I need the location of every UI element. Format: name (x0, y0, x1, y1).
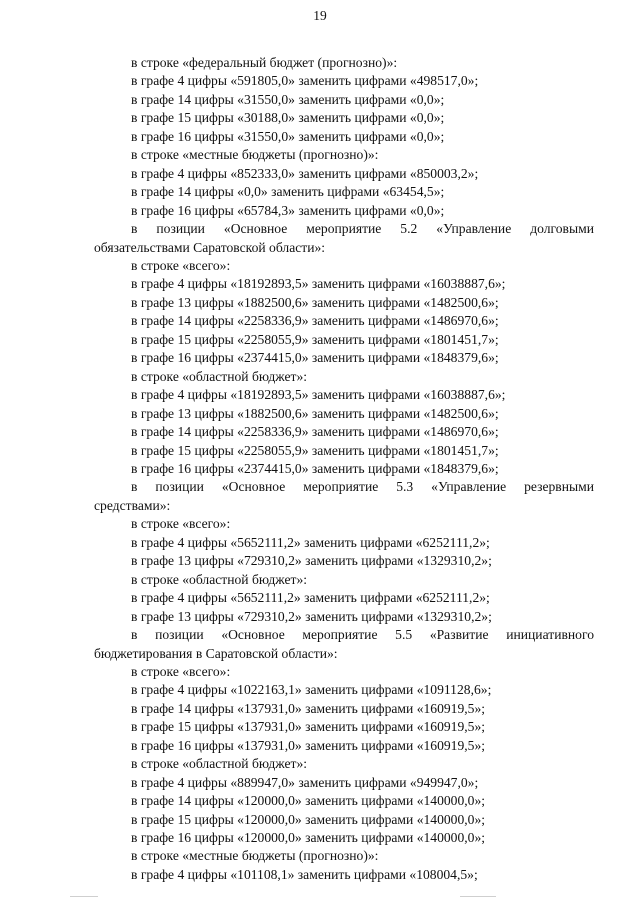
page-number: 19 (313, 8, 327, 23)
paragraph-heading-line: в позиции «Основное мероприятие 5.5 «Развитие инициативного (131, 627, 594, 643)
scan-artifact-left (70, 896, 98, 897)
text-line: в графе 13 цифры «1882500,6» заменить цифрами «1482500,6»; (131, 294, 499, 310)
text-line: в графе 4 цифры «5652111,2» заменить цифрами «6252111,2»; (131, 534, 490, 550)
text-line: в графе 14 цифры «2258336,9» заменить цифрами «1486970,6»; (131, 313, 499, 329)
text-line: средствами»: (94, 497, 171, 513)
paragraph-heading-line: в позиции «Основное мероприятие 5.3 «Управление резервными (131, 479, 594, 495)
text-line: в графе 16 цифры «2374415,0» заменить цифрами «1848379,6»; (131, 350, 499, 366)
text-line: в графе 4 цифры «101108,1» заменить цифрами «108004,5»; (131, 866, 478, 882)
text-line: в строке «местные бюджеты (прогнозно)»: (131, 848, 379, 864)
text-line: в графе 4 цифры «18192893,5» заменить цифрами «16038887,6»; (131, 387, 506, 403)
text-line: в графе 4 цифры «1022163,1» заменить цифрами «1091128,6»; (131, 682, 492, 698)
text-line: в графе 14 цифры «2258336,9» заменить цифрами «1486970,6»; (131, 424, 499, 440)
text-line: в графе 16 цифры «2374415,0» заменить цифрами «1848379,6»; (131, 460, 499, 476)
text-line: в графе 4 цифры «591805,0» заменить цифрами «498517,0»; (131, 73, 479, 89)
text-line: в строке «областной бюджет»: (131, 571, 308, 587)
text-line: в графе 14 цифры «120000,0» заменить цифрами «140000,0»; (131, 793, 486, 809)
text-line: в графе 15 цифры «30188,0» заменить цифрами «0,0»; (131, 110, 445, 126)
text-line: в графе 4 цифры «18192893,5» заменить цифрами «16038887,6»; (131, 276, 506, 292)
text-line: в графе 13 цифры «729310,2» заменить цифрами «1329310,2»; (131, 553, 492, 569)
document-body (94, 54, 594, 884)
text-line: в строке «областной бюджет»: (131, 756, 308, 772)
text-line: в графе 16 цифры «65784,3» заменить цифрами «0,0»; (131, 202, 445, 218)
text-line: в графе 15 цифры «120000,0» заменить цифрами «140000,0»; (131, 811, 486, 827)
paragraph-heading-line: в позиции «Основное мероприятие 5.2 «Управление долговыми (131, 221, 594, 237)
text-line: в графе 4 цифры «852333,0» заменить цифрами «850003,2»; (131, 165, 479, 181)
text-line: в графе 14 цифры «0,0» заменить цифрами «63454,5»; (131, 184, 445, 200)
text-line: в графе 14 цифры «137931,0» заменить цифрами «160919,5»; (131, 700, 486, 716)
text-line: в графе 16 цифры «31550,0» заменить цифрами «0,0»; (131, 128, 445, 144)
text-line: в графе 4 цифры «889947,0» заменить цифрами «949947,0»; (131, 774, 479, 790)
text-line: в графе 16 цифры «120000,0» заменить цифрами «140000,0»; (131, 830, 486, 846)
text-line: в графе 13 цифры «1882500,6» заменить цифрами «1482500,6»; (131, 405, 499, 421)
text-line: в графе 16 цифры «137931,0» заменить цифрами «160919,5»; (131, 737, 486, 753)
text-line: обязательствами Саратовской области»: (94, 239, 326, 255)
text-line: бюджетирования в Саратовской области»: (94, 645, 338, 661)
text-line: в графе 15 цифры «2258055,9» заменить цифрами «1801451,7»; (131, 331, 499, 347)
text-line: в строке «областной бюджет»: (131, 368, 308, 384)
text-line: в строке «всего»: (131, 663, 231, 679)
text-line: в строке «федеральный бюджет (прогнозно)»: (131, 55, 398, 70)
text-line: в графе 4 цифры «5652111,2» заменить цифрами «6252111,2»; (131, 590, 490, 606)
text-line: в графе 15 цифры «137931,0» заменить цифрами «160919,5»; (131, 719, 486, 735)
text-line: в строке «всего»: (131, 516, 231, 532)
scan-artifact-right (460, 896, 496, 897)
text-line: в графе 13 цифры «729310,2» заменить цифрами «1329310,2»; (131, 608, 492, 624)
text-line: в строке «местные бюджеты (прогнозно)»: (131, 147, 379, 163)
text-line: в графе 14 цифры «31550,0» заменить цифрами «0,0»; (131, 91, 445, 107)
text-line: в графе 15 цифры «2258055,9» заменить цифрами «1801451,7»; (131, 442, 499, 458)
text-line: в строке «всего»: (131, 257, 231, 273)
